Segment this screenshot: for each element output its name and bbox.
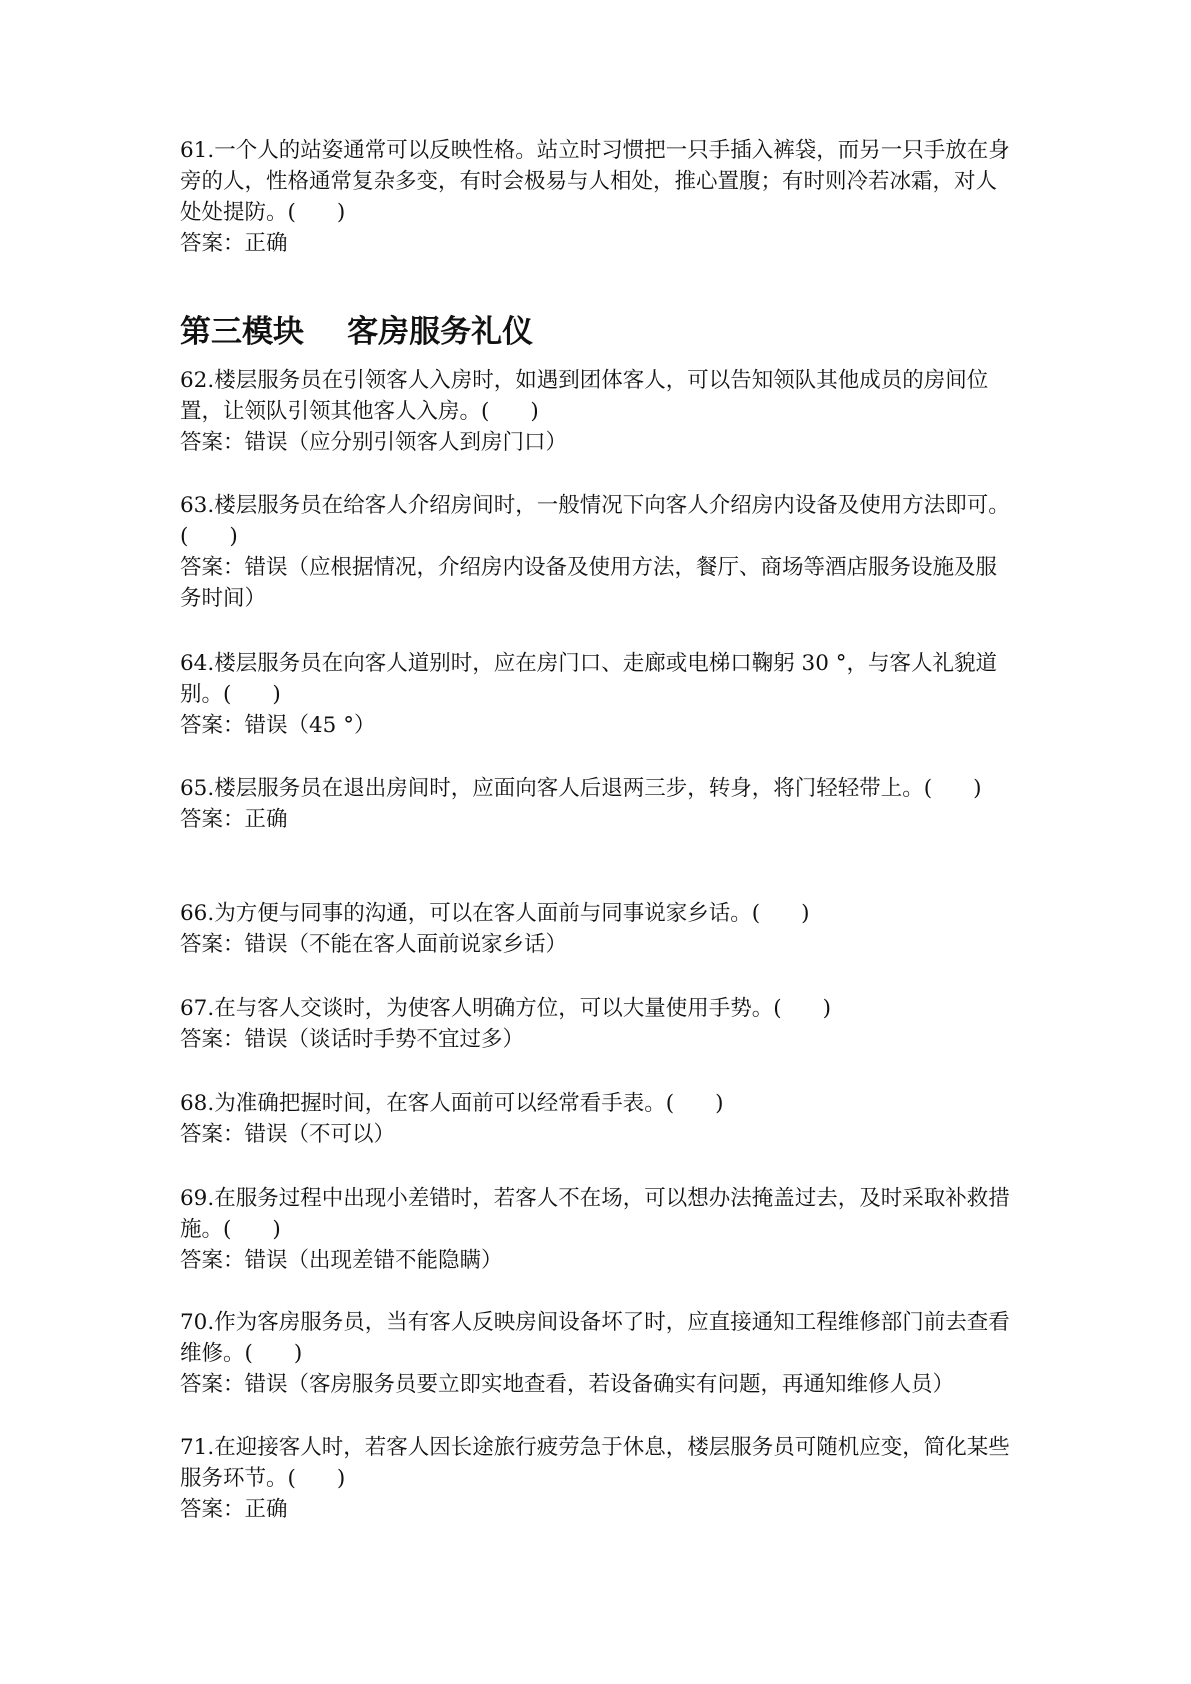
question-text: 71.在迎接客人时，若客人因长途旅行疲劳急于休息，楼层服务员可随机应变，简化某些服务环节。( ): [180, 1435, 1010, 1491]
answer-text: 答案：正确: [180, 1497, 288, 1522]
question-text: 69.在服务过程中出现小差错时，若客人不在场，可以想办法掩盖过去，及时采取补救措施。( ): [180, 1186, 1010, 1242]
answer-text: 答案：错误（谈话时手势不宜过多）: [180, 1027, 525, 1052]
section-title: 第三模块 客房服务礼仪: [180, 314, 534, 350]
question-62: [180, 365, 1015, 458]
question-68: [180, 1088, 1015, 1150]
question-text: 66.为方便与同事的沟通，可以在客人面前与同事说家乡话。( ): [180, 901, 810, 926]
question-66: [180, 898, 1015, 960]
question-text: 64.楼层服务员在向客人道别时，应在房门口、走廊或电梯口鞠躬 30 °，与客人礼貌道别。( ): [180, 651, 997, 707]
answer-text: 答案：错误（客房服务员要立即实地查看，若设备确实有问题，再通知维修人员）: [180, 1372, 955, 1397]
answer-text: 答案：错误（应分别引领客人到房门口）: [180, 430, 568, 455]
answer-text: 答案：正确: [180, 231, 288, 256]
question-69: [180, 1183, 1015, 1276]
question-64: [180, 648, 1015, 741]
question-67: [180, 993, 1015, 1055]
question-text: 62.楼层服务员在引领客人入房时，如遇到团体客人，可以告知领队其他成员的房间位置，让领队引领其他客人入房。( ): [180, 368, 989, 424]
question-71: [180, 1432, 1015, 1525]
answer-text: 答案：错误（不能在客人面前说家乡话）: [180, 932, 568, 957]
answer-text: 答案：错误（45 °）: [180, 713, 376, 738]
question-65: [180, 773, 1015, 835]
answer-text: 答案：正确: [180, 807, 288, 832]
question-63: [180, 490, 1015, 614]
answer-text: 答案：错误（不可以）: [180, 1122, 396, 1147]
question-61: [180, 135, 1015, 259]
question-text: 67.在与客人交谈时，为使客人明确方位，可以大量使用手势。( ): [180, 996, 831, 1021]
answer-text: 答案：错误（出现差错不能隐瞒）: [180, 1248, 503, 1273]
question-text: 61.一个人的站姿通常可以反映性格。站立时习惯把一只手插入裤袋，而另一只手放在身旁的人，性格通常复杂多变，有时会极易与人相处，推心置腹；有时则冷若冰霜，对人处处提防。( ): [180, 138, 1010, 225]
question-text: 70.作为客房服务员，当有客人反映房间设备坏了时，应直接通知工程维修部门前去查看维修。( ): [180, 1310, 1010, 1366]
question-text: 68.为准确把握时间，在客人面前可以经常看手表。( ): [180, 1091, 724, 1116]
question-70: [180, 1307, 1015, 1400]
question-text: 65.楼层服务员在退出房间时，应面向客人后退两三步，转身，将门轻轻带上。( ): [180, 776, 982, 801]
question-text: 63.楼层服务员在给客人介绍房间时，一般情况下向客人介绍房内设备及使用方法即可。( ): [180, 493, 1010, 549]
answer-text: 答案：错误（应根据情况，介绍房内设备及使用方法，餐厅、商场等酒店服务设施及服务时间）: [180, 555, 998, 611]
